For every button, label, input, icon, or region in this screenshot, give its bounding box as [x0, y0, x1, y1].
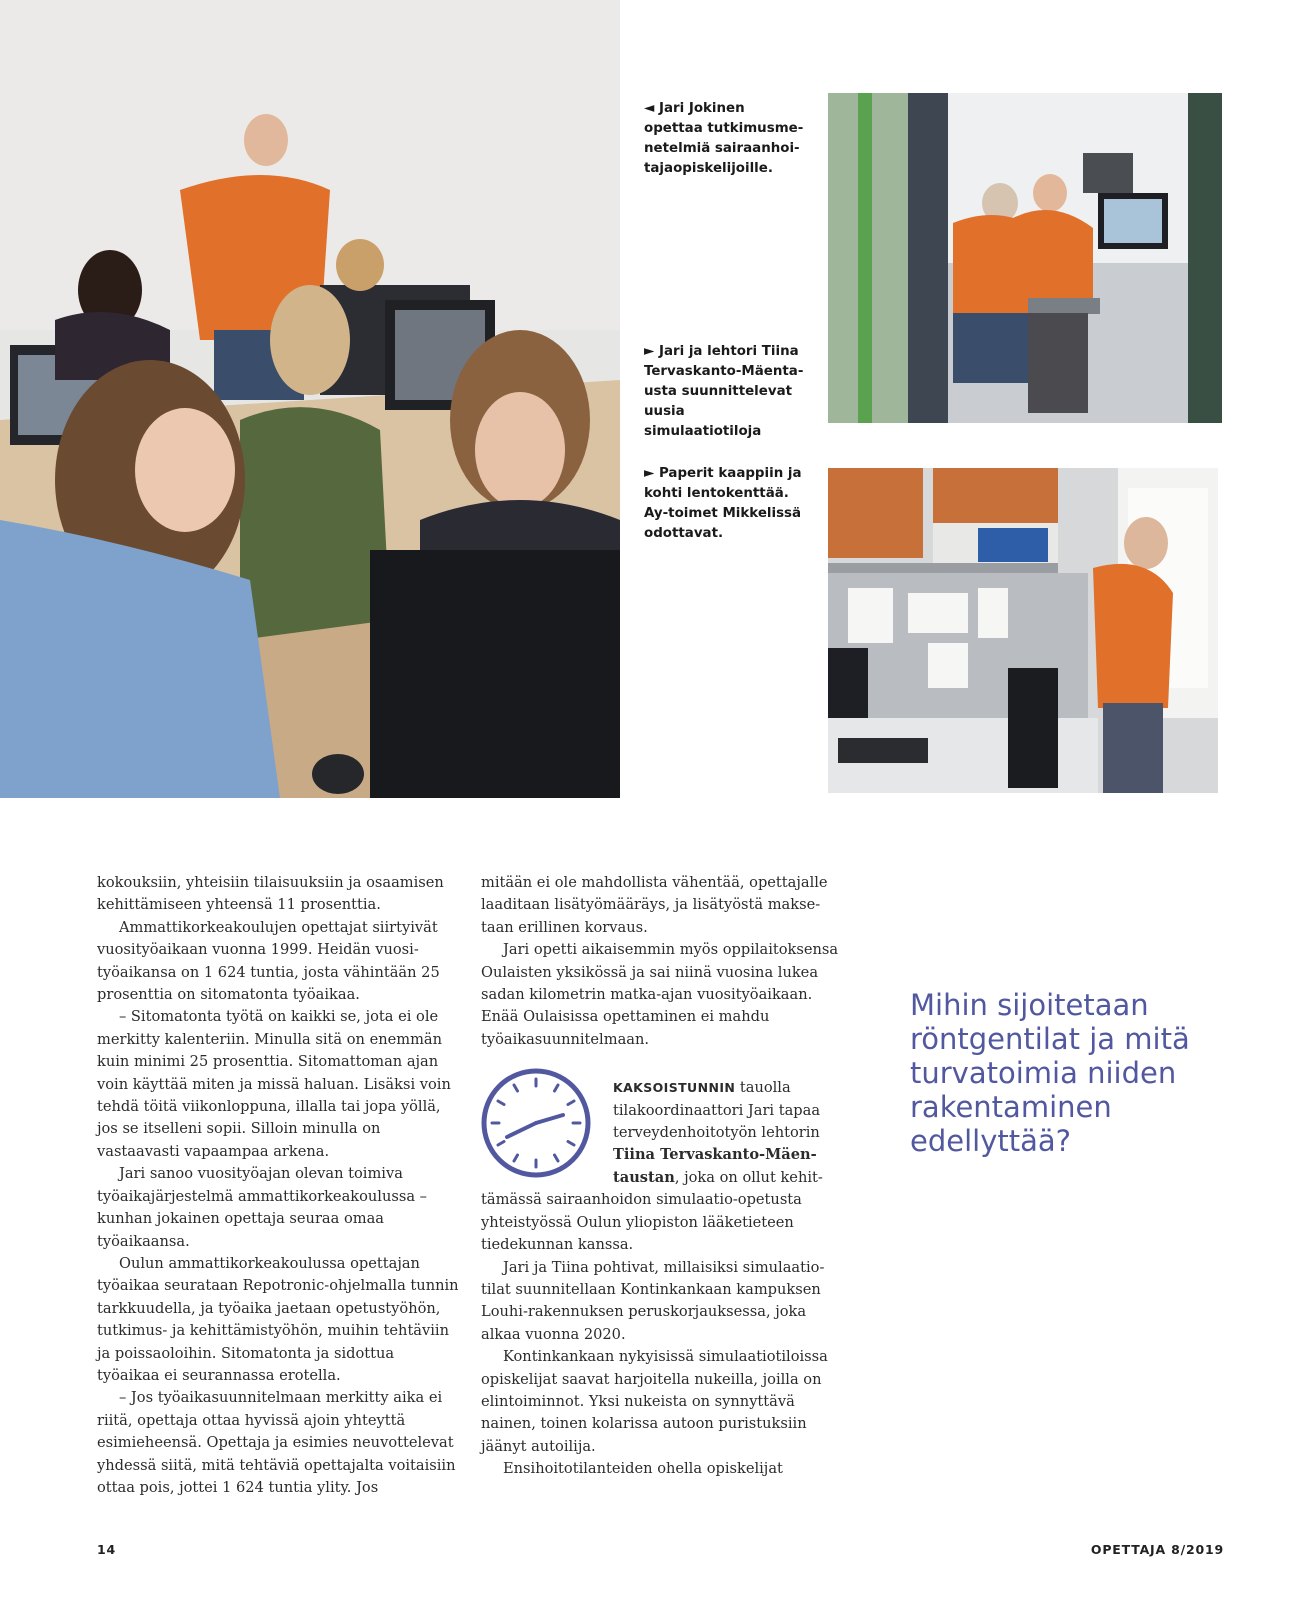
section-lead: KAKSOISTUNNIN	[613, 1080, 736, 1096]
paragraph: Kontinkankaan nykyisissä simulaatiotiloissa opiskelijat saavat harjoitella nukeilla, joilla on elintoiminnot. Yksi nukeista on synnyttävä nainen, toinen kolarissa autoon puristuksiin jäänyt autoilija.	[481, 1348, 828, 1455]
office-planning-photo	[828, 93, 1222, 423]
paragraph: Jari opetti aikaisemmin myös oppilaitoksensa Oulaisten yksikössä ja sai niinä vuosina lukea sadan kilometrin matka-ajan vuosityöaikaan. Enää Oulaisissa opettaminen ei mahdu työaikasuunnitelmaan.	[481, 941, 839, 1048]
paragraph: Ensihoitotilanteiden ohella opiskelijat	[503, 1460, 783, 1478]
paragraph: – Sitomatonta työtä on kaikki se, jota ei ole merkitty kalenteriin. Minulla sitä on enemmän kuin minimi 25 prosenttia. Sitomattoman ajan voin käyttää miten ja missä haluan. Lisäksi voin tehdä töitä viikonloppuna, illalla tai jopa yöllä, jos se itselleni sopii. Silloin minulla on vastaavasti vapaampaa arkena.	[97, 1008, 451, 1160]
section-text: , joka on ollut kehittämässä sairaanhoidon simulaatio-opetusta yhteistyössä Oulun yliopiston lääketieteen tiedekunnan kanssa.	[481, 1168, 823, 1254]
paragraph: – Jos työaikasuunnitelmaan merkitty aika ei riitä, opettaja ottaa hyvissä ajoin yhteyttä esimieheensä. Opettaja ja esimies neuvottelevat yhdessä siitä, mitä tehtäviä opettajalta voitaisiin ottaa pois, jottei 1 624 tuntia ylity. Jos	[97, 1389, 456, 1496]
photo-caption-2: ► Jari ja lehtori Tiina Tervaskanto-Mäenta- usta suunnittelevat uusia simulaatiotiloja	[644, 344, 804, 439]
pull-quote: Mihin sijoitetaan röntgentilat ja mitä turvatoimia niiden rakentaminen edellyttää?	[910, 988, 1190, 1158]
section-text: tauolla tilakoordinaattori Jari tapaa terveydenhoitotyön lehtorin	[613, 1079, 821, 1142]
article-column-1	[97, 872, 459, 1499]
photo-caption-3: ► Paperit kaappiin ja kohti lentokenttää. Ay-toimet Mikkelissä odottavat.	[644, 466, 802, 541]
paragraph: mitään ei ole mahdollista vähentää, opettajalle laaditaan lisätyömääräys, ja lisätyöstä maksetaan erillinen korvaus.	[481, 874, 828, 936]
paragraph: Jari sanoo vuosityöajan olevan toimiva työaikajärjestelmä ammattikorkeakoulussa – kunhan jokainen opettaja seuraa omaa työaikaansa.	[97, 1165, 427, 1250]
paragraph: Jari ja Tiina pohtivat, millaisiksi simulaatiotilat suunnitellaan Kontinkankaan kampuksen Louhi-rakennuksen peruskorjauksessa, joka alkaa vuonna 2020.	[481, 1258, 825, 1343]
clock-icon	[479, 1065, 605, 1183]
paragraph: Oulun ammattikorkeakoulussa opettajan työaikaa seurataan Repotronic-ohjelmalla tunnin tarkkuudella, ja työaika jaetaan opetustyöhön, tutkimus- ja kehittämistyöhön, muihin tehtäviin ja poissaoloihin. Sitomatonta ja sidottua työaikaa ei seurannassa erotella.	[97, 1254, 459, 1384]
paragraph: kokouksiin, yhteisiin tilaisuuksiin ja osaamisen kehittämiseen yhteensä 11 prosenttia.	[97, 874, 444, 914]
archive-cabinet-photo	[828, 468, 1218, 793]
photo-caption-1: ◄ Jari Jokinen opettaa tutkimusme- netelmiä sairaanhoi- tajaopiskelijoille.	[644, 101, 804, 176]
page-number: 14	[97, 1542, 116, 1557]
person-name: Tiina Tervaskanto-Mäentaustan	[613, 1146, 817, 1186]
classroom-photo	[0, 0, 620, 798]
magazine-issue: OPETTAJA 8/2019	[1090, 1542, 1224, 1557]
paragraph: Ammattikorkeakoulujen opettajat siirtyivät vuosityöaikaan vuonna 1999. Heidän vuosityöaikansa on 1 624 tuntia, josta vähintään 25 prosenttia on sitomatonta työaikaa.	[97, 918, 440, 1004]
article-column-2	[481, 872, 843, 1481]
